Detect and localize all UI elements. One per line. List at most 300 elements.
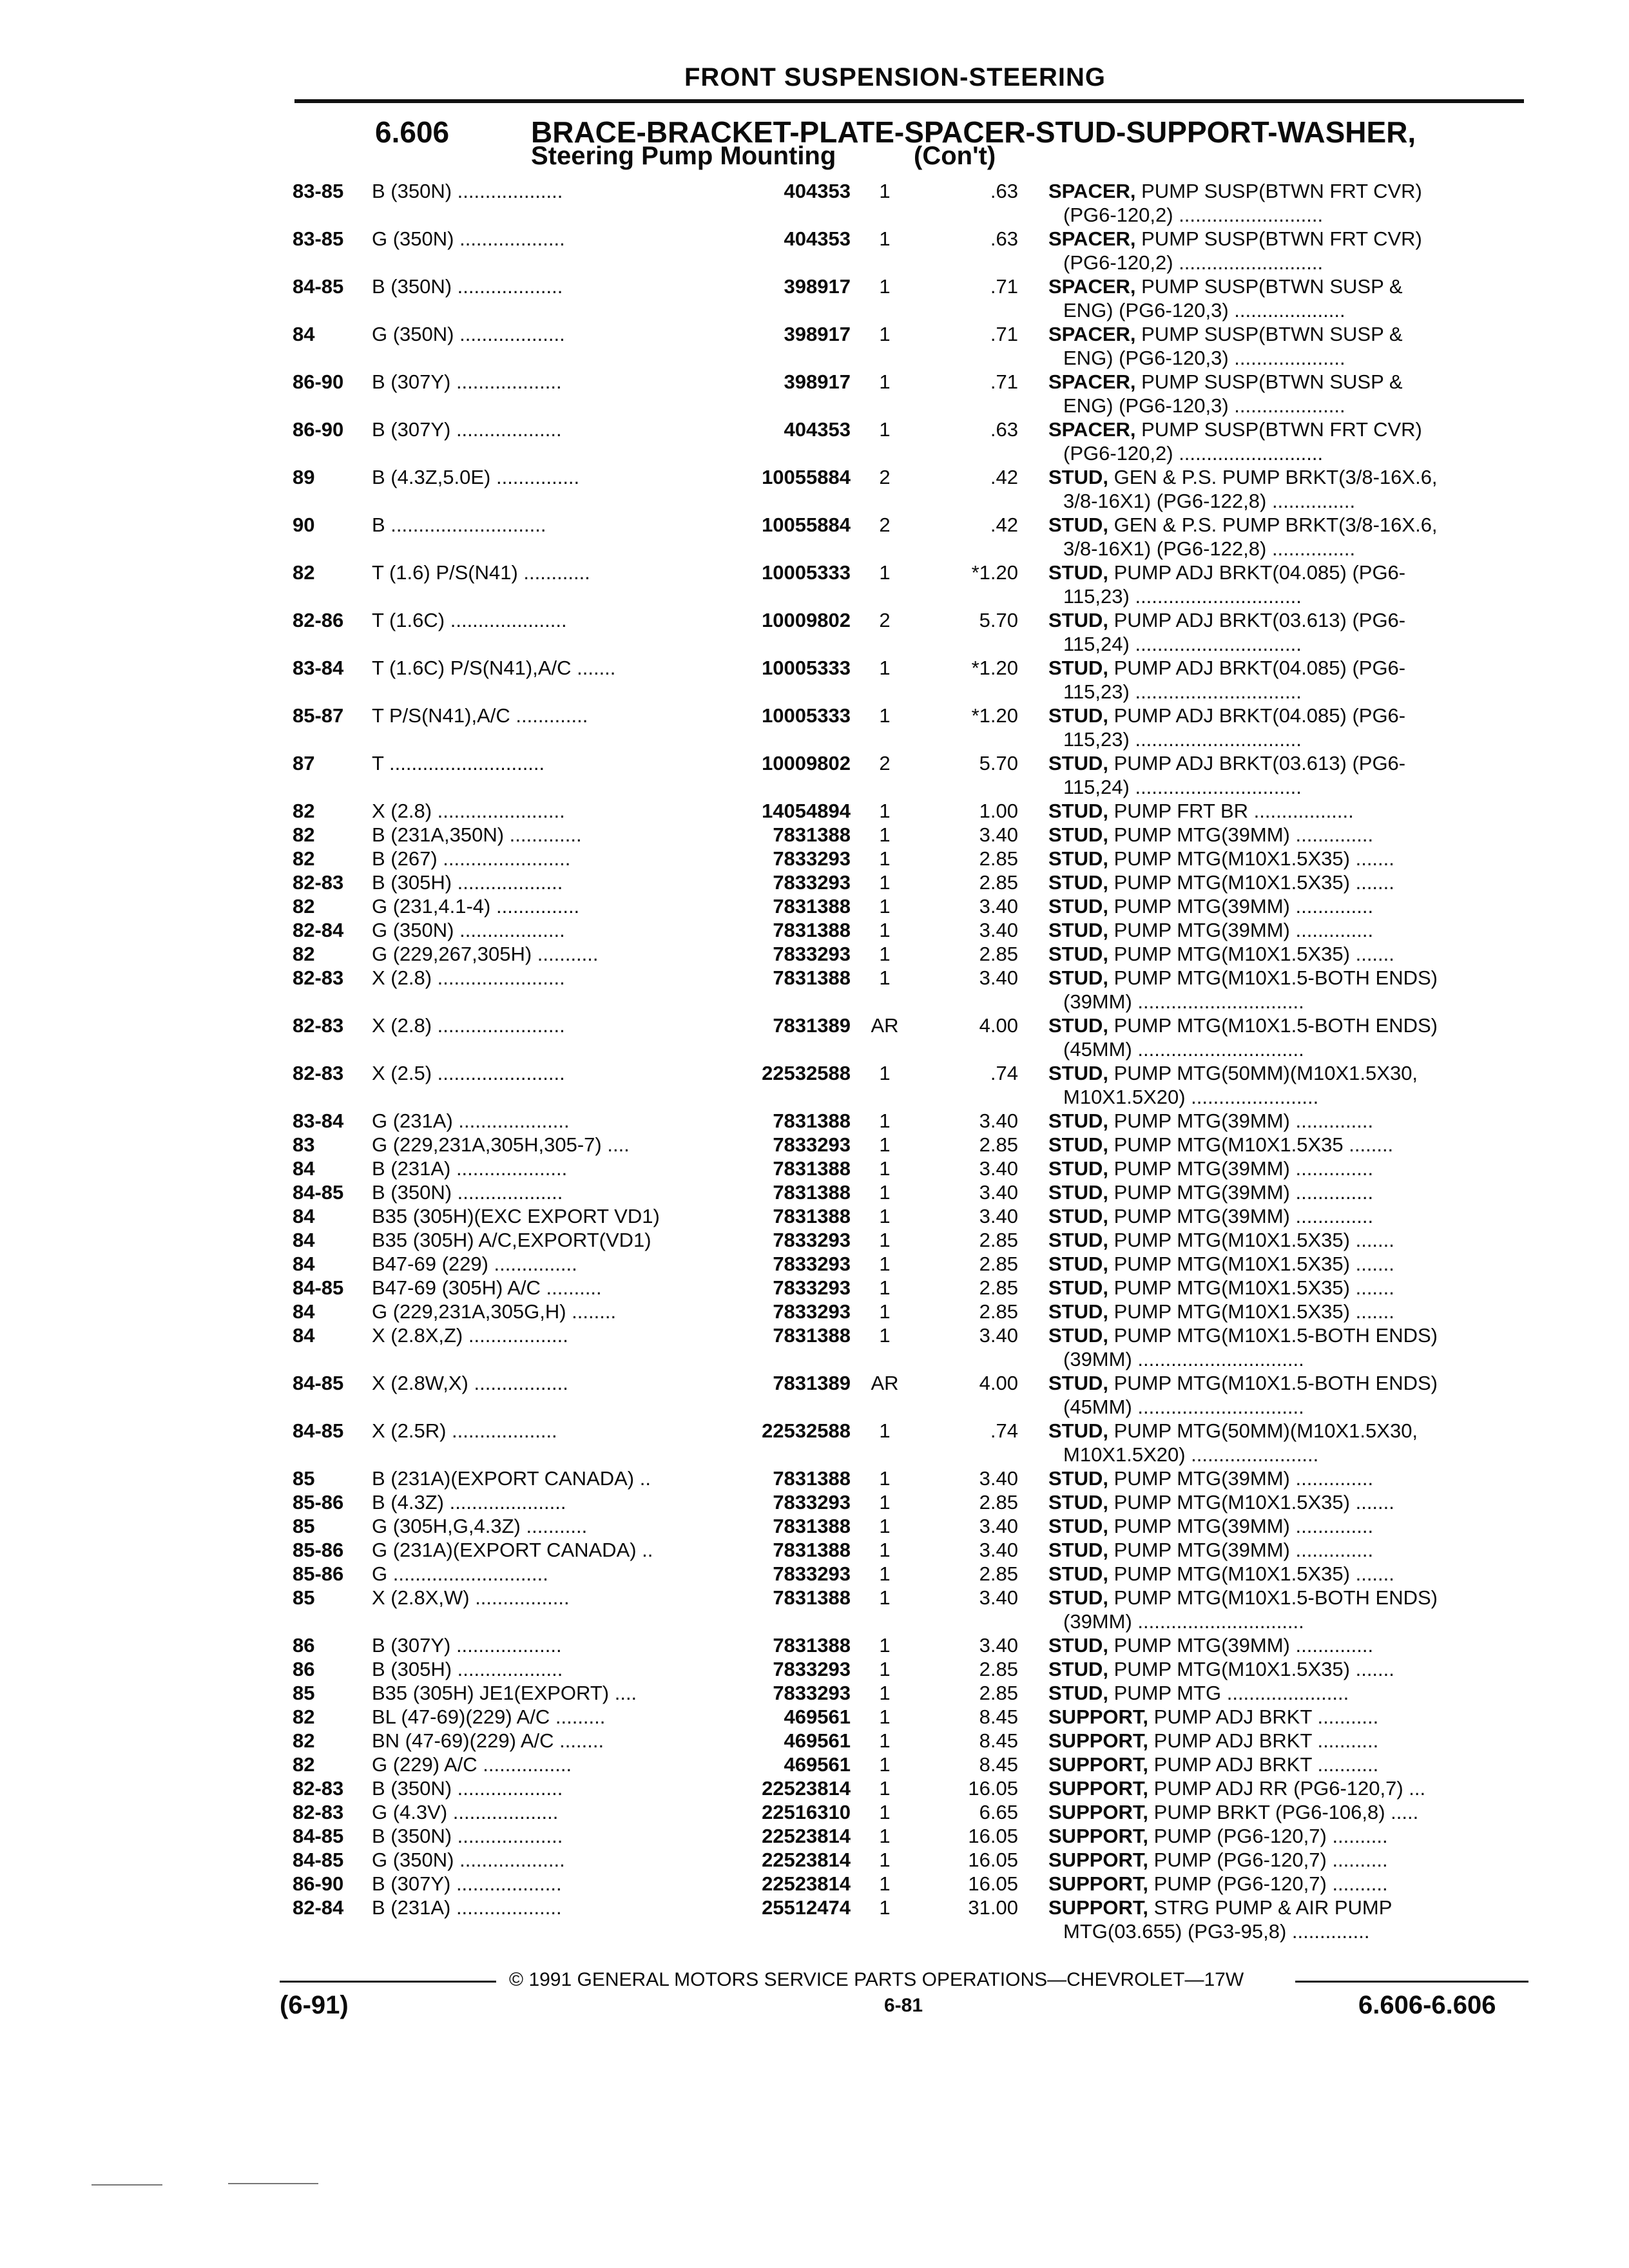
part-name: STUD, [1048, 1181, 1108, 1204]
part-description-text: PUMP MTG(M10X1.5-BOTH ENDS) [1108, 1372, 1438, 1394]
model-application: B35 (305H) A/C,EXPORT(VD1) [372, 1229, 651, 1251]
model-year: 85 [293, 1467, 315, 1490]
header-rule [294, 99, 1524, 103]
model-application: B (231A) ................... [372, 1896, 562, 1919]
quantity: 2 [879, 466, 891, 488]
price: 1.00 [979, 800, 1018, 822]
quantity: 1 [879, 966, 891, 989]
part-description-text: PUMP MTG(M10X1.5X35) ....... [1108, 1253, 1394, 1275]
part-description [1048, 704, 1512, 728]
quantity: 1 [879, 1729, 891, 1752]
quantity: AR [871, 1372, 899, 1394]
quantity: 1 [879, 1229, 891, 1251]
part-description-continued: (45MM) .............................. [1063, 1038, 1304, 1061]
price: 8.45 [979, 1729, 1018, 1752]
price: .63 [990, 418, 1018, 441]
part-name: STUD, [1048, 1205, 1108, 1227]
part-name: STUD, [1048, 1133, 1108, 1156]
part-description-continued: 115,23) .............................. [1063, 585, 1302, 608]
price: 3.40 [979, 1586, 1018, 1609]
part-description [1048, 465, 1512, 490]
part-number: 7831388 [773, 823, 851, 846]
part-description-continued: M10X1.5X20) ....................... [1063, 1443, 1319, 1466]
model-application: B (307Y) ................... [372, 1634, 562, 1657]
model-year: 83-85 [293, 180, 344, 202]
part-name: STUD, [1048, 895, 1108, 918]
model-year: 86-90 [293, 370, 344, 393]
part-number: 22516310 [762, 1801, 851, 1823]
model-year: 82-83 [293, 966, 344, 989]
section-subtitle: Steering Pump Mounting [531, 142, 836, 170]
part-name: STUD, [1048, 1253, 1108, 1275]
part-description [1048, 1371, 1512, 1396]
part-description-text: PUMP (PG6-120,7) .......... [1148, 1872, 1388, 1895]
part-name: SUPPORT, [1048, 1729, 1149, 1752]
part-number: 469561 [784, 1753, 851, 1776]
model-year: 84-85 [293, 275, 344, 298]
part-description [1048, 1705, 1512, 1729]
part-name: STUD, [1048, 1467, 1108, 1490]
part-name: SPACER, [1048, 370, 1136, 393]
model-year: 82-83 [293, 1801, 344, 1823]
section-range: 6.606-6.606 [1358, 1991, 1496, 2019]
price: 4.00 [979, 1372, 1018, 1394]
part-description [1048, 1204, 1512, 1229]
quantity: 1 [879, 227, 891, 250]
part-description-continued: 115,24) .............................. [1063, 776, 1302, 798]
section-number: 6.606 [375, 115, 450, 149]
part-description [1048, 1276, 1512, 1300]
quantity: 1 [879, 823, 891, 846]
part-name: STUD, [1048, 1324, 1108, 1347]
model-year: 82 [293, 895, 315, 918]
price: *1.20 [971, 561, 1018, 584]
model-year: 86 [293, 1634, 315, 1657]
quantity: 1 [879, 1801, 891, 1823]
part-number: 7833293 [773, 1133, 851, 1156]
model-application: T (1.6C) P/S(N41),A/C ....... [372, 657, 616, 679]
part-description-text: PUMP SUSP(BTWN FRT CVR) [1135, 418, 1422, 441]
part-description-continued: (39MM) .............................. [1063, 1348, 1304, 1370]
part-description [1048, 1753, 1512, 1777]
part-description [1048, 1586, 1512, 1610]
model-year: 84-85 [293, 1825, 344, 1847]
part-description [1048, 561, 1512, 585]
model-year: 83-85 [293, 227, 344, 250]
model-application: B (350N) ................... [372, 180, 563, 202]
part-description [1048, 608, 1512, 633]
price: 3.40 [979, 1205, 1018, 1227]
model-year: 82-86 [293, 609, 344, 631]
part-name: STUD, [1048, 823, 1108, 846]
part-description [1048, 1633, 1512, 1658]
part-description [1048, 1896, 1512, 1920]
part-number: 7831388 [773, 919, 851, 941]
price: 3.40 [979, 895, 1018, 918]
part-description-text: PUMP MTG(50MM)(M10X1.5X30, [1108, 1062, 1418, 1084]
model-year: 83-84 [293, 657, 344, 679]
part-description [1048, 1323, 1512, 1348]
part-name: STUD, [1048, 847, 1108, 870]
part-number: 22523814 [762, 1825, 851, 1847]
part-number: 404353 [784, 418, 851, 441]
model-year: 85 [293, 1515, 315, 1537]
quantity: 1 [879, 561, 891, 584]
model-year: 82 [293, 823, 315, 846]
part-description [1048, 1681, 1512, 1706]
part-description [1048, 823, 1512, 847]
part-description-text: PUMP MTG(39MM) .............. [1108, 1634, 1374, 1657]
model-year: 82 [293, 943, 315, 965]
part-name: SUPPORT, [1048, 1706, 1149, 1728]
quantity: 1 [879, 847, 891, 870]
part-description [1048, 1252, 1512, 1276]
part-description [1048, 799, 1512, 823]
model-application: X (2.8W,X) ................. [372, 1372, 568, 1394]
part-number: 7833293 [773, 847, 851, 870]
quantity: 1 [879, 1062, 891, 1084]
part-number: 7833293 [773, 1658, 851, 1680]
quantity: 1 [879, 1491, 891, 1514]
part-name: STUD, [1048, 657, 1108, 679]
part-number: 7833293 [773, 1562, 851, 1585]
part-number: 7833293 [773, 1682, 851, 1704]
part-number: 7833293 [773, 1253, 851, 1275]
model-year: 84 [293, 1205, 315, 1227]
part-description-continued: M10X1.5X20) ....................... [1063, 1086, 1319, 1108]
model-year: 84-85 [293, 1849, 344, 1871]
part-description-text: PUMP MTG(39MM) .............. [1108, 919, 1374, 941]
price: 3.40 [979, 1539, 1018, 1561]
price: 16.05 [968, 1872, 1018, 1895]
part-description-text: PUMP BRKT (PG6-106,8) ..... [1148, 1801, 1419, 1823]
part-description-text: PUMP MTG(39MM) .............. [1108, 1539, 1374, 1561]
part-description [1048, 1538, 1512, 1562]
part-description-continued: ENG) (PG6-120,3) .................... [1063, 394, 1345, 417]
part-description [1048, 1180, 1512, 1205]
part-name: STUD, [1048, 1634, 1108, 1657]
part-description [1048, 370, 1512, 394]
part-name: SUPPORT, [1048, 1896, 1149, 1919]
part-number: 7831388 [773, 1157, 851, 1180]
part-description [1048, 1228, 1512, 1253]
part-description-continued: 115,23) .............................. [1063, 728, 1302, 751]
price: .63 [990, 180, 1018, 202]
model-application: X (2.8) ....................... [372, 800, 565, 822]
quantity: 1 [879, 704, 891, 727]
part-description [1048, 1800, 1512, 1825]
price: 2.85 [979, 1562, 1018, 1585]
part-name: STUD, [1048, 466, 1108, 488]
quantity: 2 [879, 609, 891, 631]
model-year: 83-84 [293, 1110, 344, 1132]
model-year: 82-84 [293, 1896, 344, 1919]
part-number: 7831389 [773, 1014, 851, 1037]
model-application: G (4.3V) ................... [372, 1801, 559, 1823]
price: 31.00 [968, 1896, 1018, 1919]
quantity: 1 [879, 800, 891, 822]
part-number: 10055884 [762, 466, 851, 488]
model-application: B (305H) ................... [372, 871, 563, 894]
part-description [1048, 751, 1512, 776]
price: 5.70 [979, 609, 1018, 631]
quantity: 1 [879, 1276, 891, 1299]
model-application: G (229) A/C ................ [372, 1753, 572, 1776]
part-description-text: GEN & P.S. PUMP BRKT(3/8-16X.6, [1108, 514, 1438, 536]
page-header-title: FRONT SUSPENSION-STEERING [684, 63, 1106, 91]
quantity: 1 [879, 1133, 891, 1156]
quantity: 1 [879, 1324, 891, 1347]
part-number: 10005333 [762, 561, 851, 584]
model-year: 82 [293, 561, 315, 584]
part-name: STUD, [1048, 871, 1108, 894]
part-description-text: PUMP (PG6-120,7) .......... [1148, 1849, 1388, 1871]
part-description-text: PUMP MTG(39MM) .............. [1108, 1181, 1374, 1204]
part-name: STUD, [1048, 1491, 1108, 1514]
model-application: B (307Y) ................... [372, 1872, 562, 1895]
part-name: STUD, [1048, 919, 1108, 941]
model-application: T (1.6C) ..................... [372, 609, 567, 631]
model-application: B (305H) ................... [372, 1658, 563, 1680]
model-year: 84 [293, 1300, 315, 1323]
part-number: 22523814 [762, 1777, 851, 1800]
part-description [1048, 1848, 1512, 1872]
price: 2.85 [979, 871, 1018, 894]
part-description-text: PUMP MTG(39MM) .............. [1108, 1157, 1374, 1180]
part-description-text: STRG PUMP & AIR PUMP [1148, 1896, 1393, 1919]
part-name: STUD, [1048, 1515, 1108, 1537]
part-number: 398917 [784, 323, 851, 345]
price: 16.05 [968, 1777, 1018, 1800]
quantity: 1 [879, 1682, 891, 1704]
part-description [1048, 847, 1512, 871]
part-number: 469561 [784, 1729, 851, 1752]
price: 8.45 [979, 1706, 1018, 1728]
part-number: 7831388 [773, 1539, 851, 1561]
quantity: AR [871, 1014, 899, 1037]
part-name: STUD, [1048, 1586, 1108, 1609]
part-description-text: PUMP SUSP(BTWN FRT CVR) [1135, 227, 1422, 250]
part-description [1048, 1466, 1512, 1491]
quantity: 1 [879, 1253, 891, 1275]
part-description-text: GEN & P.S. PUMP BRKT(3/8-16X.6, [1108, 466, 1438, 488]
part-description-text: PUMP SUSP(BTWN SUSP & [1135, 370, 1403, 393]
part-description-text: PUMP MTG(M10X1.5X35) ....... [1108, 871, 1394, 894]
price: 2.85 [979, 943, 1018, 965]
scan-artifact [228, 2183, 318, 2184]
part-description-text: PUMP MTG(M10X1.5X35) ....... [1108, 1658, 1394, 1680]
part-description-continued: 115,23) .............................. [1063, 680, 1302, 703]
model-year: 82 [293, 847, 315, 870]
price: 3.40 [979, 823, 1018, 846]
part-description-text: PUMP MTG(39MM) .............. [1108, 1515, 1374, 1537]
part-name: STUD, [1048, 1682, 1108, 1704]
part-name: STUD, [1048, 943, 1108, 965]
part-name: SUPPORT, [1048, 1872, 1149, 1895]
price: 3.40 [979, 1634, 1018, 1657]
model-application: B (350N) ................... [372, 1777, 563, 1800]
part-number: 7833293 [773, 1300, 851, 1323]
quantity: 1 [879, 1110, 891, 1132]
quantity: 1 [879, 370, 891, 393]
part-description-continued: (39MM) .............................. [1063, 1610, 1304, 1633]
part-description [1048, 1824, 1512, 1849]
part-name: SPACER, [1048, 275, 1136, 298]
quantity: 1 [879, 1205, 891, 1227]
part-description [1048, 1514, 1512, 1539]
model-application: G (231,4.1-4) ............... [372, 895, 580, 918]
part-description-text: PUMP SUSP(BTWN FRT CVR) [1135, 180, 1422, 202]
quantity: 1 [879, 1825, 891, 1847]
model-year: 82-83 [293, 1062, 344, 1084]
model-year: 85 [293, 1586, 315, 1609]
part-description [1048, 1133, 1512, 1157]
price: 16.05 [968, 1825, 1018, 1847]
model-year: 82 [293, 1753, 315, 1776]
part-number: 398917 [784, 275, 851, 298]
part-description [1048, 1562, 1512, 1586]
quantity: 1 [879, 1849, 891, 1871]
model-application: B47-69 (229) ............... [372, 1253, 577, 1275]
part-number: 7831388 [773, 1205, 851, 1227]
part-description-text: PUMP ADJ BRKT ........... [1148, 1729, 1379, 1752]
part-number: 22523814 [762, 1872, 851, 1895]
model-application: G (350N) ................... [372, 919, 565, 941]
price: 3.40 [979, 966, 1018, 989]
part-name: SPACER, [1048, 180, 1136, 202]
price: .42 [990, 514, 1018, 536]
part-description [1048, 870, 1512, 895]
model-application: G (305H,G,4.3Z) ........... [372, 1515, 588, 1537]
price: 2.85 [979, 1491, 1018, 1514]
part-description [1048, 656, 1512, 680]
part-description-text: PUMP FRT BR .................. [1108, 800, 1354, 822]
price: .63 [990, 227, 1018, 250]
model-application: T P/S(N41),A/C ............. [372, 704, 588, 727]
part-description-text: PUMP MTG(M10X1.5-BOTH ENDS) [1108, 1586, 1438, 1609]
part-name: STUD, [1048, 609, 1108, 631]
part-number: 10055884 [762, 514, 851, 536]
model-year: 82 [293, 800, 315, 822]
part-number: 7831388 [773, 895, 851, 918]
part-description [1048, 918, 1512, 943]
quantity: 1 [879, 919, 891, 941]
model-application: X (2.8) ....................... [372, 966, 565, 989]
model-year: 84 [293, 323, 315, 345]
quantity: 1 [879, 871, 891, 894]
part-description-text: PUMP ADJ BRKT(04.085) (PG6- [1108, 657, 1406, 679]
part-number: 7831388 [773, 1324, 851, 1347]
part-description-continued: (45MM) .............................. [1063, 1396, 1304, 1418]
model-application: X (2.5) ....................... [372, 1062, 565, 1084]
part-name: STUD, [1048, 561, 1108, 584]
part-description-text: PUMP ADJ BRKT(03.613) (PG6- [1108, 752, 1406, 774]
model-year: 84 [293, 1157, 315, 1180]
price: 2.85 [979, 1253, 1018, 1275]
price: 8.45 [979, 1753, 1018, 1776]
part-number: 7831388 [773, 966, 851, 989]
part-description-continued: MTG(03.655) (PG3-95,8) .............. [1063, 1920, 1370, 1943]
part-number: 7831388 [773, 1110, 851, 1132]
quantity: 1 [879, 1658, 891, 1680]
model-year: 84-85 [293, 1276, 344, 1299]
scan-artifact [92, 2184, 162, 2186]
price: 3.40 [979, 1181, 1018, 1204]
part-name: SPACER, [1048, 323, 1136, 345]
price: 2.85 [979, 1658, 1018, 1680]
model-application: X (2.8X,W) ................. [372, 1586, 570, 1609]
model-application: B (231A) .................... [372, 1157, 568, 1180]
model-application: B35 (305H) JE1(EXPORT) .... [372, 1682, 637, 1704]
model-application: B (231A)(EXPORT CANADA) .. [372, 1467, 651, 1490]
part-number: 25512474 [762, 1896, 851, 1919]
model-application: B (231A,350N) ............. [372, 823, 582, 846]
part-name: STUD, [1048, 800, 1108, 822]
part-name: STUD, [1048, 514, 1108, 536]
part-description-continued: (PG6-120,2) .......................... [1063, 442, 1324, 465]
part-description-text: PUMP MTG(50MM)(M10X1.5X30, [1108, 1419, 1418, 1442]
part-name: STUD, [1048, 1372, 1108, 1394]
model-application: BL (47-69)(229) A/C ......... [372, 1706, 606, 1728]
part-name: STUD, [1048, 1229, 1108, 1251]
part-description-text: PUMP MTG(M10X1.5X35) ....... [1108, 847, 1394, 870]
part-name: STUD, [1048, 1276, 1108, 1299]
part-number: 469561 [784, 1706, 851, 1728]
model-application: B (4.3Z) ..................... [372, 1491, 566, 1514]
part-name: STUD, [1048, 1658, 1108, 1680]
model-application: T ............................ [372, 752, 545, 774]
part-description-continued: ENG) (PG6-120,3) .................... [1063, 299, 1345, 322]
price: *1.20 [971, 704, 1018, 727]
part-description-continued: ENG) (PG6-120,3) .................... [1063, 347, 1345, 369]
model-year: 84-85 [293, 1372, 344, 1394]
model-application: G (350N) ................... [372, 323, 565, 345]
model-year: 90 [293, 514, 315, 536]
quantity: 1 [879, 1157, 891, 1180]
model-application: BN (47-69)(229) A/C ........ [372, 1729, 604, 1752]
model-application: G ............................ [372, 1562, 548, 1585]
model-application: B (350N) ................... [372, 1181, 563, 1204]
part-name: STUD, [1048, 752, 1108, 774]
part-number: 404353 [784, 180, 851, 202]
part-number: 22532588 [762, 1062, 851, 1084]
price: 2.85 [979, 1229, 1018, 1251]
part-description-text: PUMP ADJ BRKT(04.085) (PG6- [1108, 561, 1406, 584]
model-year: 86-90 [293, 1872, 344, 1895]
part-name: SPACER, [1048, 418, 1136, 441]
part-name: SUPPORT, [1048, 1849, 1149, 1871]
quantity: 1 [879, 1300, 891, 1323]
part-number: 10009802 [762, 609, 851, 631]
part-name: STUD, [1048, 1157, 1108, 1180]
part-description-text: PUMP MTG(M10X1.5X35) ....... [1108, 1229, 1394, 1251]
model-year: 82 [293, 1706, 315, 1728]
part-name: SUPPORT, [1048, 1777, 1149, 1800]
part-description-continued: 3/8-16X1) (PG6-122,8) ............... [1063, 537, 1356, 560]
part-description [1048, 1776, 1512, 1801]
price: .71 [990, 370, 1018, 393]
part-description-continued: (39MM) .............................. [1063, 990, 1304, 1013]
part-description [1048, 1729, 1512, 1753]
price: 5.70 [979, 752, 1018, 774]
part-number: 10005333 [762, 704, 851, 727]
part-description [1048, 322, 1512, 347]
quantity: 1 [879, 1777, 891, 1800]
price: 4.00 [979, 1014, 1018, 1037]
part-description [1048, 1109, 1512, 1133]
price: 3.40 [979, 1157, 1018, 1180]
model-application: G (350N) ................... [372, 227, 565, 250]
